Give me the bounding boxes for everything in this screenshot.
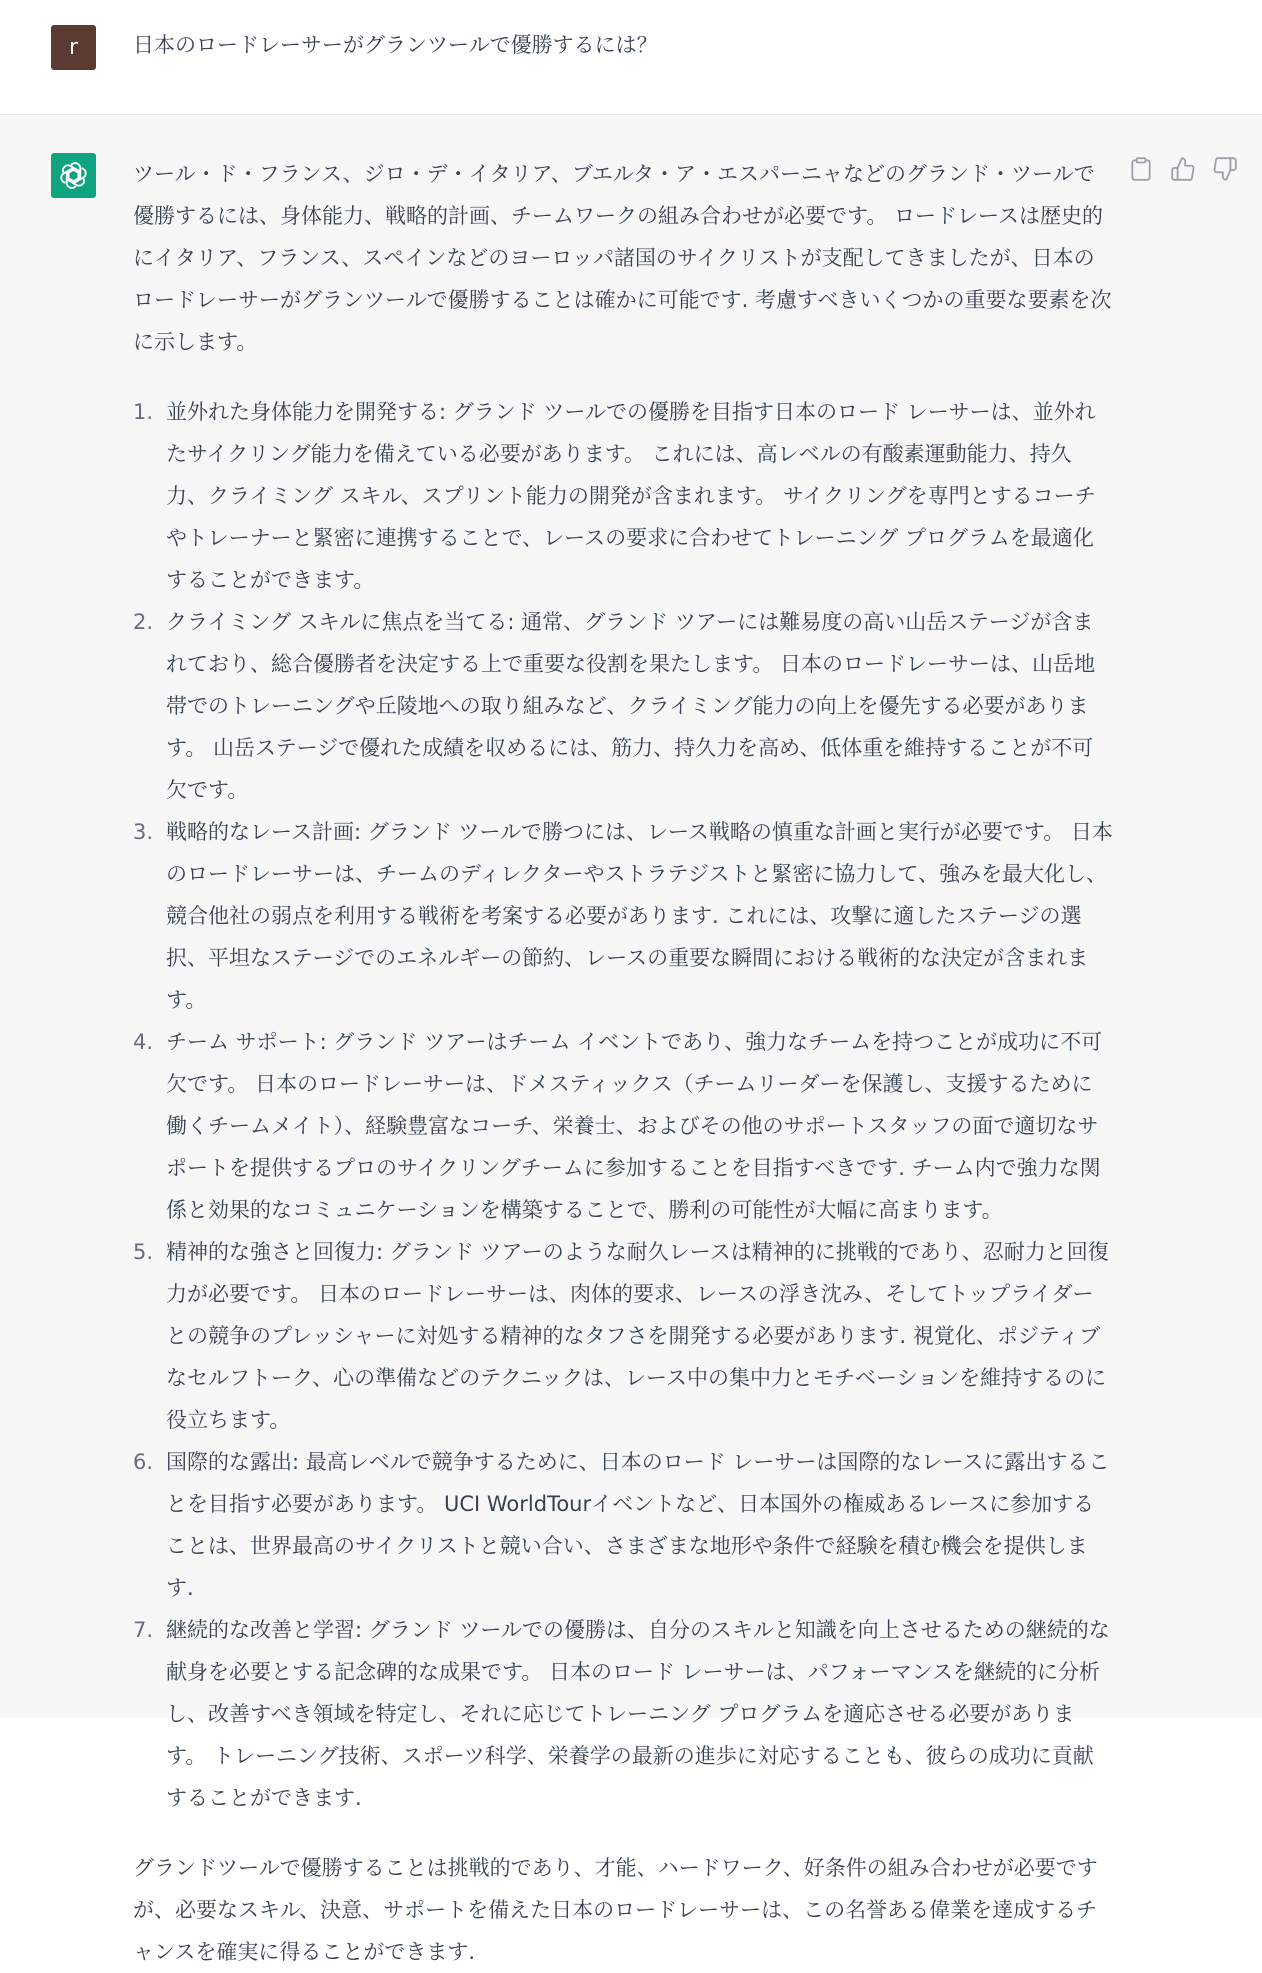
list-number: 2. [133, 610, 154, 634]
user-avatar: r [51, 25, 96, 70]
list-item [133, 1231, 1113, 1441]
list-number: 3. [133, 820, 154, 844]
list-number: 6. [133, 1450, 154, 1474]
list-number: 5. [133, 1240, 154, 1264]
list-item-text: クライミング スキルに焦点を当てる: 通常、グランド ツアーには難易度の高い山岳ステージが含まれており、総合優勝者を決定する上で重要な役割を果たします。 日本のロードレーサーは、山岳地帯でのトレーニングや丘陵地への取り組みなど、クライミング能力の向上を優先する必要があります。 山岳ステージで優れた成績を収めるには、筋力、持久力を高め、低体重を維持することが不可欠です。 [166, 610, 1095, 802]
list-item-text: 戦略的なレース計画: グランド ツールで勝つには、レース戦略の慎重な計画と実行が必要です。 日本のロードレーサーは、チームのディレクターやストラテジストと緊密に協力して、強みを最大化し、競合他社の弱点を利用する戦術を考案する必要があります. これには、攻撃に適したステージの選択、平坦なステージでのエネルギーの節約、レースの重要な瞬間における戦術的な決定が含まれます。 [166, 820, 1113, 1012]
copy-button[interactable] [1128, 156, 1156, 184]
user-message-row [0, 0, 1262, 115]
factor-list [133, 391, 1113, 1819]
thumbs-down-icon [1212, 156, 1238, 182]
list-item [133, 1609, 1113, 1819]
list-number: 4. [133, 1030, 154, 1054]
list-item [133, 601, 1113, 811]
user-message-text: 日本のロードレーサーがグランツールで優勝するには？ [133, 33, 658, 57]
conclusion-paragraph: グランドツールで優勝することは挑戦的であり、才能、ハードワーク、好条件の組み合わせが必要ですが、必要なスキル、決意、サポートを備えた日本のロードレーサーは、この名誉ある偉業を達成するチャンスを確実に得ることができます. [133, 1856, 1098, 1964]
thumbs-up-icon [1170, 156, 1196, 182]
list-item-text: 国際的な露出: 最高レベルで競争するために、日本のロード レーサーは国際的なレースに露出することを目指す必要があります。 UCI WorldTourイベントなど、日本国外の権威あるレースに参加することは、世界最高のサイクリストと競い合い、さまざまな地形や条件で経験を積む機会を提供します. [166, 1450, 1110, 1600]
list-number: 7. [133, 1618, 154, 1642]
list-item [133, 391, 1113, 601]
list-item-text: 精神的な強さと回復力: グランド ツアーのような耐久レースは精神的に挑戦的であり、忍耐力と回復力が必要です。 日本のロードレーサーは、肉体的要求、レースの浮き沈み、そしてトップライダーとの競争のプレッシャーに対処する精神的なタフさを開発する必要があります. 視覚化、ポジティブなセルフトーク、心の準備などのテクニックは、レース中の集中力とモチベーションを維持するのに役立ちます。 [166, 1240, 1109, 1432]
assistant-message-content [133, 153, 1113, 1973]
list-number: 1. [133, 400, 154, 424]
message-actions [1128, 156, 1248, 186]
list-item-text: チーム サポート: グランド ツアーはチーム イベントであり、強力なチームを持つことが成功に不可欠です。 日本のロードレーサーは、ドメスティックス（チームリーダーを保護し、支援するために働くチームメイト）、経験豊富なコーチ、栄養士、およびその他のサポートスタッフの面で適切なサポートを提供するプロのサイクリングチームに参加することを目指すべきです. チーム内で強力な関係と効果的なコミュニケーションを構築することで、勝利の可能性が大幅に高まります。 [166, 1030, 1103, 1222]
thumbs-up-button[interactable] [1170, 156, 1198, 184]
list-item [133, 811, 1113, 1021]
clipboard-icon [1128, 156, 1154, 182]
assistant-avatar [51, 153, 96, 198]
openai-logo-icon [58, 160, 89, 191]
list-item [133, 1021, 1113, 1231]
assistant-message-row [0, 116, 1262, 1964]
intro-paragraph: ツール・ド・フランス、ジロ・デ・イタリア、ブエルタ・ア・エスパーニャなどのグランド・ツールで優勝するには、身体能力、戦略的計画、チームワークの組み合わせが必要です。 ロードレースは歴史的にイタリア、フランス、スペインなどのヨーロッパ諸国のサイクリストが支配してきましたが、日本のロードレーサーがグランツールで優勝することは確かに可能です. 考慮すべきいくつかの重要な要素を次に示します。 [133, 162, 1112, 354]
list-item-text: 並外れた身体能力を開発する: グランド ツールでの優勝を目指す日本のロード レーサーは、並外れたサイクリング能力を備えている必要があります。 これには、高レベルの有酸素運動能力、持久力、クライミング スキル、スプリント能力の開発が含まれます。 サイクリングを専門とするコーチやトレーナーと緊密に連携することで、レースの要求に合わせてトレーニング プログラムを最適化することができます。 [166, 400, 1096, 592]
list-item [133, 1441, 1113, 1609]
list-item-text: 継続的な改善と学習: グランド ツールでの優勝は、自分のスキルと知識を向上させるための継続的な献身を必要とする記念碑的な成果です。 日本のロード レーサーは、パフォーマンスを継続的に分析し、改善すべき領域を特定し、それに応じてトレーニング プログラムを適応させる必要があります。 トレーニング技術、スポーツ科学、栄養学の最新の進歩に対応することも、彼らの成功に貢献することができます. [166, 1618, 1110, 1810]
thumbs-down-button[interactable] [1212, 156, 1240, 184]
